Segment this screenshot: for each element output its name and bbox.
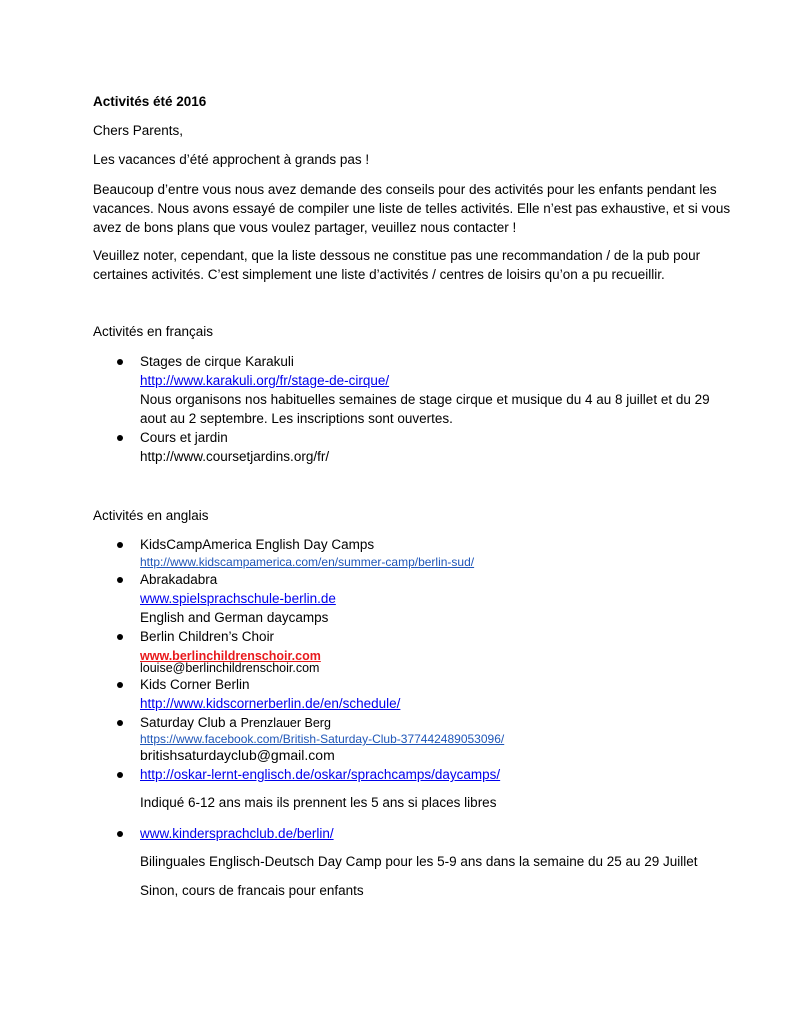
en-section-heading: Activités en anglais — [93, 508, 209, 523]
para1-line3: avez de bons plans que vous voulez partager, veuillez nous contacter ! — [93, 220, 517, 235]
en-item-desc: English and German daycamps — [140, 610, 329, 625]
kindersprachclub-desc1: Bilinguales Englisch-Deutsch Day Camp pour les 5-9 ans dans la semaine du 25 au 29 Juillet — [140, 854, 698, 869]
bullet-icon — [117, 359, 123, 365]
en-item-name: Berlin Children’s Choir — [140, 629, 275, 644]
bullet-icon — [117, 634, 123, 640]
oskar-link[interactable]: http://oskar-lernt-englisch.de/oskar/sprachcamps/daycamps/ — [140, 767, 501, 782]
doc-title: Activités été 2016 — [93, 94, 207, 109]
bullet-icon — [117, 577, 123, 583]
fr-item-desc-line1: Nous organisons nos habituelles semaines de stage cirque et musique du 4 au 8 juillet et du 29 — [140, 392, 710, 407]
bullet-icon — [117, 435, 123, 441]
coursetjardins-url: http://www.coursetjardins.org/fr/ — [140, 449, 330, 464]
en-item-name: Abrakadabra — [140, 572, 218, 587]
bullet-icon — [117, 831, 123, 837]
para1-line1: Beaucoup d’entre vous nous avez demande des conseils pour des activités pour les enfants pendant les — [93, 182, 717, 197]
berlinchildrenschoir-link[interactable]: www.berlinchildrenschoir.com — [140, 649, 321, 663]
saturday-club-email: britishsaturdayclub@gmail.com — [140, 747, 335, 763]
bullet-icon — [117, 682, 123, 688]
en-item-name: Saturday Club a Prenzlauer Berg — [140, 715, 331, 730]
spielsprachschule-link[interactable]: www.spielsprachschule-berlin.de — [140, 591, 336, 606]
fr-section-heading: Activités en français — [93, 324, 214, 339]
para2-line1: Veuillez noter, cependant, que la liste dessous ne constitue pas une recommandation / de la pub pour — [93, 248, 701, 263]
kindersprachclub-desc2: Sinon, cours de francais pour enfants — [140, 883, 364, 898]
bullet-icon — [117, 720, 123, 726]
para1-line2: vacances. Nous avons essayé de compiler une liste de telles activités. Elle n’est pas exhaustive, et si vous — [93, 201, 731, 216]
kidscornerberlin-link[interactable]: http://www.kidscornerberlin.de/en/schedule/ — [140, 696, 401, 711]
kindersprachclub-link[interactable]: www.kindersprachclub.de/berlin/ — [140, 826, 334, 841]
kidscampamerica-link[interactable]: http://www.kidscampamerica.com/en/summer-camp/berlin-sud/ — [140, 555, 475, 569]
fr-item-desc-line2: aout au 2 septembre. Les inscriptions sont ouvertes. — [140, 411, 453, 426]
fr-item-name: Stages de cirque Karakuli — [140, 354, 294, 369]
saturday-club-location: Prenzlauer Berg — [240, 716, 331, 730]
bullet-icon — [117, 542, 123, 548]
en-item-name: KidsCampAmerica English Day Camps — [140, 537, 375, 552]
saturday-club-facebook-link[interactable]: https://www.facebook.com/British-Saturday-Club-377442489053096/ — [140, 732, 505, 746]
oskar-desc: Indiqué 6-12 ans mais ils prennent les 5 ans si places libres — [140, 795, 497, 810]
karakuli-link[interactable]: http://www.karakuli.org/fr/stage-de-cirque/ — [140, 373, 390, 388]
greeting: Chers Parents, — [93, 123, 184, 138]
para2-line2: certaines activités. C’est simplement une liste d’activités / centres de loisirs qu’on a pu recueillir. — [93, 267, 665, 282]
bullet-icon — [117, 772, 123, 778]
intro-line: Les vacances d’été approchent à grands pas ! — [93, 152, 370, 167]
choir-email: louise@berlinchildrenschoir.com — [140, 661, 320, 675]
fr-item-name: Cours et jardin — [140, 430, 228, 445]
en-item-name: Kids Corner Berlin — [140, 677, 250, 692]
